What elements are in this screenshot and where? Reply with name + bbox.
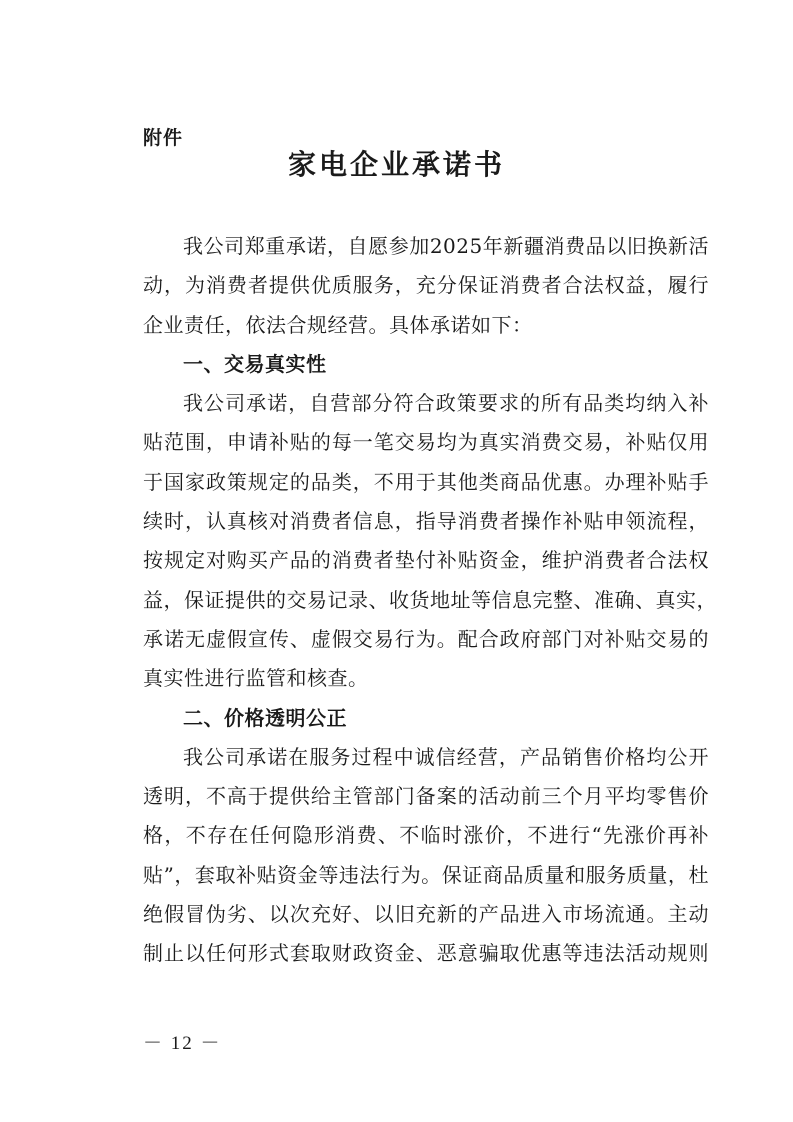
section-heading-2: 二、价格透明公正 [183,705,347,730]
text-line: 制止以任何形式套取财政资金、恶意骗取优惠等违法活动规则 [143,941,709,966]
section-1-paragraph [143,384,717,698]
page-number: － 12 － [143,1033,222,1054]
text-line: 我公司承诺，自营部分符合政策要求的所有品类均纳入补 [183,391,709,416]
text-line: 真实性进行监管和核查。 [143,666,369,691]
text-line: 我公司郑重承诺，自愿参加2025年新疆消费品以旧换新活 [183,234,709,258]
text-line: 贴范围，申请补贴的每一笔交易均为真实消费交易，补贴仅用 [143,430,709,455]
text-line: 于国家政策规定的品类，不用于其他类商品优惠。办理补贴手 [143,469,709,494]
text-line: 格，不存在任何隐形消费、不临时涨价，不进行“先涨价再补 [143,823,709,848]
text-line: 承诺无虚假宣传、虚假交易行为。配合政府部门对补贴交易的 [143,626,709,651]
document-title: 家电企业承诺书 [287,148,505,181]
text-line: 贴”，套取补贴资金等违法行为。保证商品质量和服务质量，杜 [143,862,709,887]
text-line: 动，为消费者提供优质服务，充分保证消费者合法权益，履行 [143,273,709,298]
intro-paragraph [143,227,709,345]
text-line: 按规定对购买产品的消费者垫付补贴资金，维护消费者合法权 [143,548,709,573]
section-heading-1: 一、交易真实性 [183,351,327,376]
text-line: 企业责任，依法合规经营。具体承诺如下： [143,312,533,337]
text-line: 益，保证提供的交易记录、收货地址等信息完整、准确、真实， [143,587,717,612]
text-line: 绝假冒伪劣、以次充好、以旧充新的产品进入市场流通。主动 [143,902,709,927]
text-line: 我公司承诺在服务过程中诚信经营，产品销售价格均公开 [183,744,709,769]
text-line: 透明，不高于提供给主管部门备案的活动前三个月平均零售价 [143,784,709,809]
section-2-paragraph [143,738,709,974]
text-line: 续时，认真核对消费者信息，指导消费者操作补贴申领流程， [143,509,709,534]
document-body [143,227,717,974]
attachment-label: 附件 [143,127,184,149]
